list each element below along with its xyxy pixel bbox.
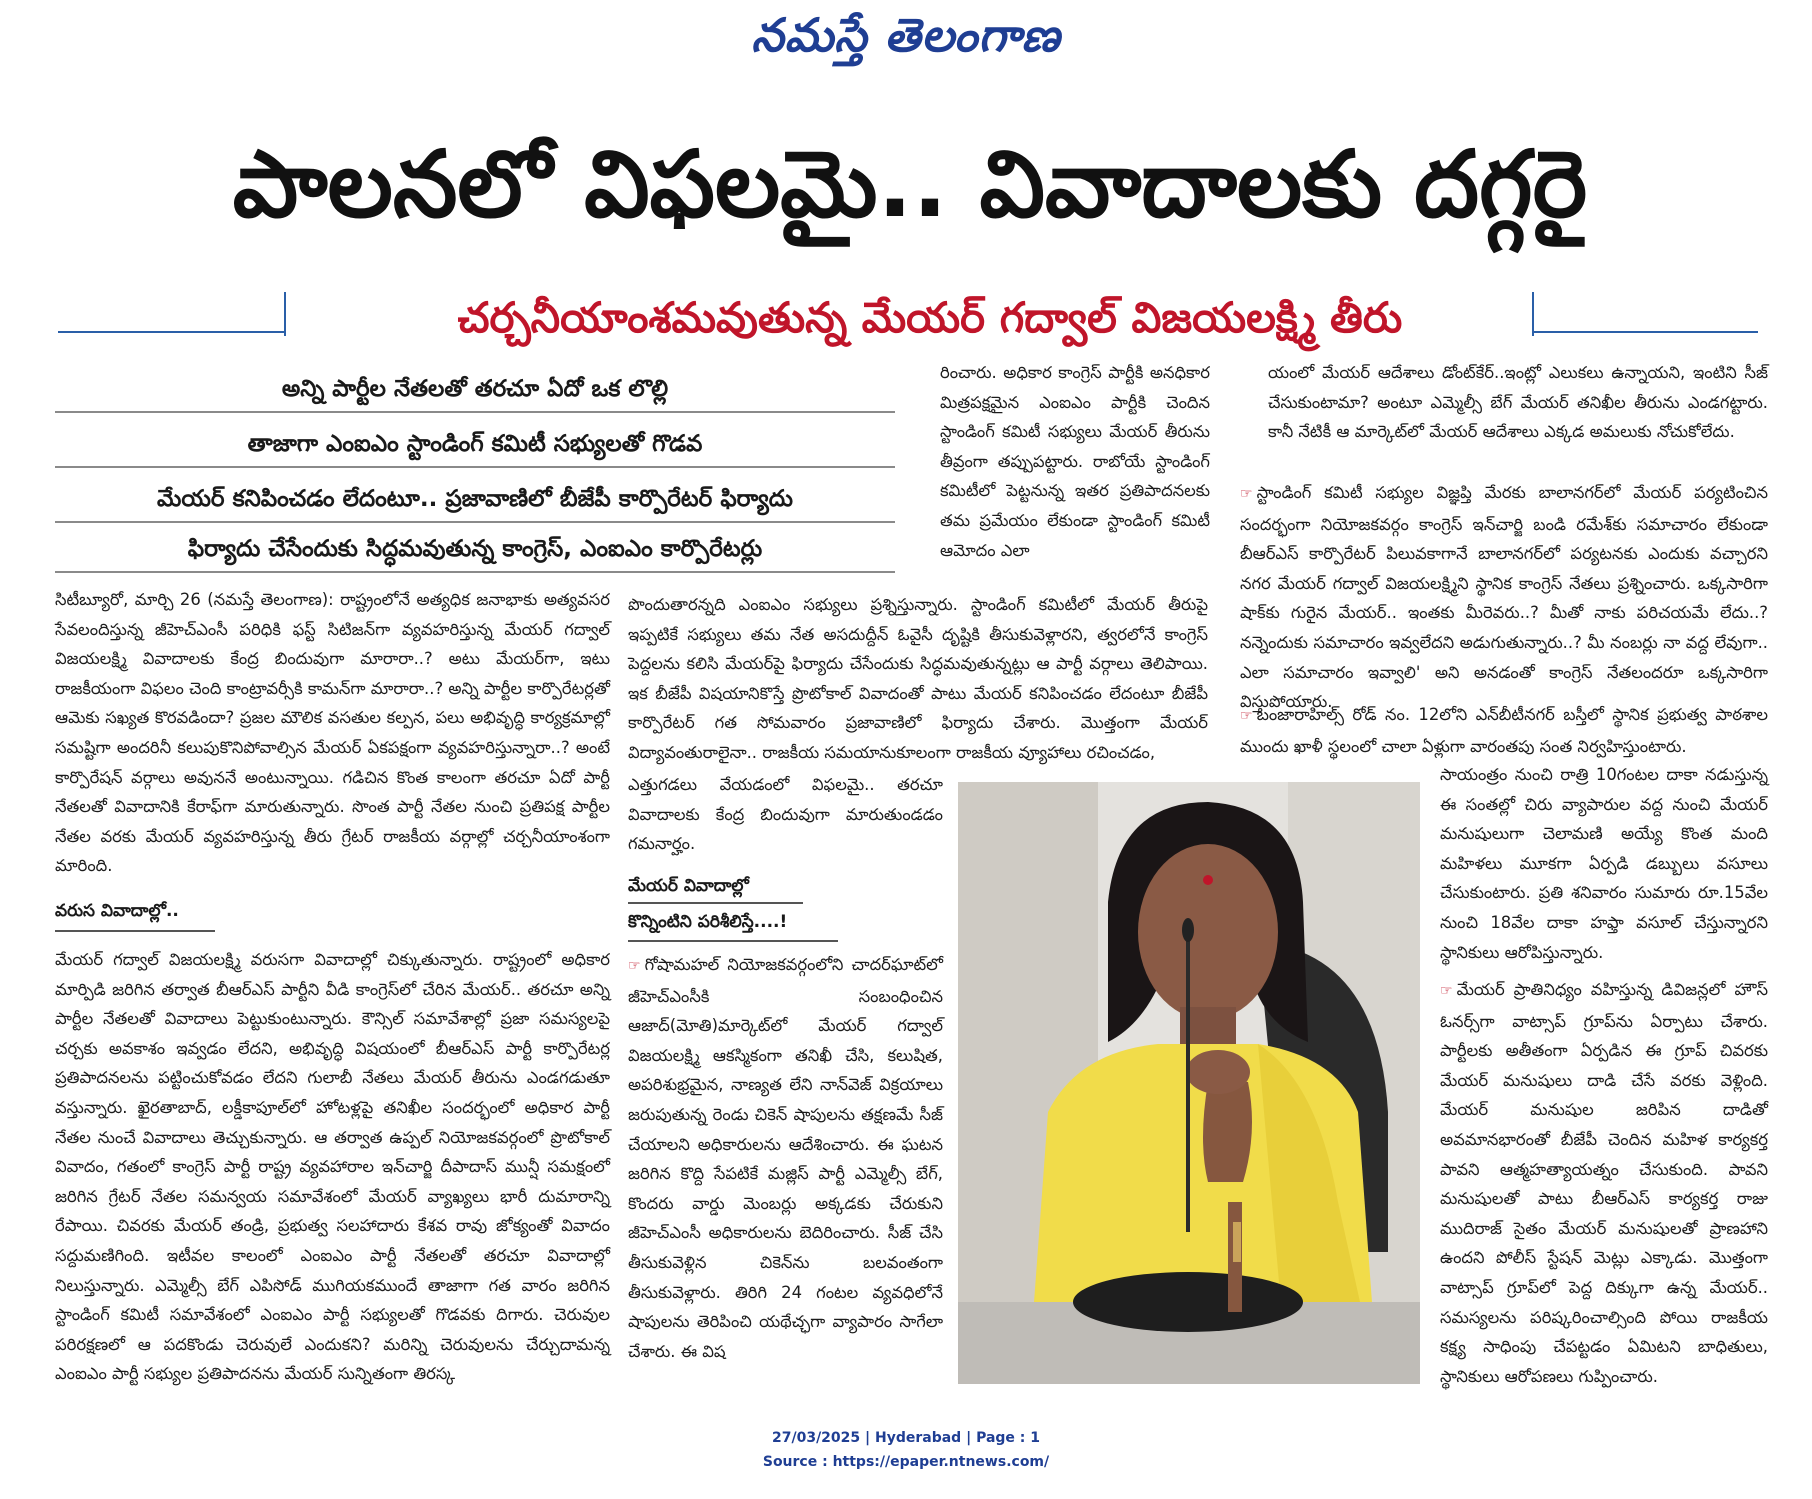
article-paragraph: సాయంత్రం నుంచి రాత్రి 10గంటల దాకా నడుస్తున్న ఈ సంతల్లో చిరు వ్యాపారుల వద్ద నుంచి మేయర్ మనుషులుగా చెలామణి అయ్యే కొంత మంది మహిళలు మూకగా ఏర్పడి డబ్బులు వసూలు చేసుకుంటారు. ప్రతి శనివారం సుమారు రూ.15వేల నుంచి 18వేల దాకా హఫ్తా వసూల్ చేస్తున్నారని స్థానికులు ఆరోపిస్తున్నారు. — [1440, 765, 1768, 962]
article-paragraph: పొందుతారన్నది ఎంఐఎం సభ్యులు ప్రశ్నిస్తున్నారు. స్టాండింగ్ కమిటీలో మేయర్ తీరుపై ఇప్పటికే సభ్యులు తమ నేత అసదుద్దీన్ ఓవైసీ దృష్టికి తీసుకువెళ్లారని, త్వరలోనే కాంగ్రెస్ పెద్దలను కలిసి మేయర్‌పై ఫిర్యాదు చేసేందుకు సిద్ధమవుతున్నట్లు ఆ పార్టీ వర్గాలు తెలిపాయి. ఇక బీజేపీ విషయానికొస్తే ప్రొటోకాల్ వివాదంతో పాటు మేయర్ కనిపించడం లేదంటూ బీజేపీ కార్పొరేటర్ గత సోమవారం ప్రజావాణిలో ఫిర్యాదు చేశారు. మొత్తంగా మేయర్ విద్యావంతురాలైనా.. రాజకీయ సమయానుకూలంగా రాజకీయ వ్యూహాలు రచించడం, — [628, 595, 1208, 762]
footer-date-line: 27/03/2025 | Hyderabad | Page : 1 — [771, 1430, 1041, 1446]
section-subtitle: వరుస వివాదాల్లో.. — [55, 901, 179, 921]
pointing-hand-icon: ☞ — [1440, 983, 1453, 999]
article-column-3-top — [1268, 358, 1768, 476]
article-paragraph: యంలో మేయర్ ఆదేశాలు డోంట్‌కేర్..ఇంట్లో ఎలుకలు ఉన్నాయని, ఇంటిని సీజ్ చేసుకుంటామా? అంటూ ఎమ్మెల్సీ బేగ్ మేయర్ తనిఖీల తీరును ఎండగట్టారు. కానీ నేటికీ ఆ మార్కెట్‌లో మేయర్ ఆదేశాలు ఎక్కడ అమలుకు నోచుకోలేదు. — [1268, 363, 1768, 442]
kicker-3: మేయర్ కనిపించడం లేదంటూ.. ప్రజావాణిలో బీజేపీ కార్పొరేటర్ ఫిర్యాదు — [157, 486, 793, 512]
subhead-rule-right — [1532, 331, 1758, 333]
subhead-rule-left-vertical — [284, 292, 286, 336]
article-paragraph: రించారు. అధికార కాంగ్రెస్ పార్టీకి అనధికార మిత్రపక్షమైన ఎంఐఎం పార్టీకి చెందిన స్టాండింగ్ కమిటీ సభ్యులు మేయర్ తీరును తీవ్రంగా తప్పుపట్టారు. రాబోయే స్టాండింగ్ కమిటీలో పెట్టనున్న ఇతర ప్రతిపాదనలకు తమ ప్రమేయం లేకుండా స్టాండింగ్ కమిటీ ఆమోదం ఎలా — [940, 363, 1210, 560]
subhead-rule-right-vertical — [1532, 292, 1534, 336]
kicker-divider — [55, 521, 895, 523]
article-column-3-item-3 — [1440, 975, 1768, 1390]
subhead-rule-left — [58, 331, 284, 333]
mayor-photo — [958, 782, 1420, 1384]
kicker-divider — [55, 571, 895, 573]
section-subtitle: మేయర్ వివాదాల్లో — [628, 876, 749, 896]
masthead-logo: నమస్తే తెలంగాణ — [751, 8, 1061, 62]
pointing-hand-icon: ☞ — [1240, 708, 1253, 724]
article-column-1-body — [55, 945, 610, 1390]
article-column-2-body — [628, 950, 943, 1390]
subheadline: చర్చనీయాంశమవుతున్న మేయర్ గద్వాల్ విజయలక్ష్మి తీరు — [457, 293, 1403, 342]
kicker-1: అన్ని పార్టీల నేతలతో తరచూ ఏదో ఒక లొల్లి — [281, 376, 669, 402]
article-column-2-wide — [628, 590, 1208, 770]
article-column-2-top — [940, 358, 1210, 590]
headline: పాలనలో విఫలమై.. వివాదాలకు దగ్గరై — [232, 131, 1588, 238]
article-column-3-item-1 — [1240, 478, 1768, 712]
article-column-3-item-2 — [1240, 700, 1768, 760]
article-paragraph: సిటీబ్యూరో, మార్చి 26 (నమస్తే తెలంగాణ): రాష్ట్రంలోనే అత్యధిక జనాభాకు అత్యవసర సేవలందిస్తున్న జీహెచ్ఎంసీ పరిధికి ఫస్ట్ సిటిజన్‌గా వ్యవహరిస్తున్న మేయర్ గద్వాల్ విజయలక్ష్మి వివాదాలకు కేంద్ర బిందువుగా మారారా..? అటు మేయర్‌గా, ఇటు రాజకీయంగా విఫలం చెంది కాంట్రావర్సీకి కామన్‌గా మారారా..? అన్ని పార్టీల కార్పొరేటర్లతో ఆమెకు సఖ్యత కొరవడిందా? ప్రజల మౌలిక వసతుల కల్పన, పలు అభివృద్ధి కార్యక్రమాల్లో సమష్టిగా అందరినీ కలుపుకొనిపోవాల్సిన మేయర్ ఏకపక్షంగా వ్యవహరిస్తున్నారా..? అంటే కార్పొరేషన్ వర్గాలు అవుననే అంటున్నాయి. గడిచిన కొంత కాలంగా తరచూ ఏదో పార్టీ నేతలతో వివాదానికి కేరాఫ్‌గా మారుతున్నారు. సొంత పార్టీ నేతల నుంచి ప్రతిపక్ష పార్టీల నేతల వరకు మేయర్ వ్యవహరిస్తున్న తీరు గ్రేటర్ రాజకీయ వర్గాల్లో చర్చనీయాంశంగా మారింది. — [55, 590, 610, 876]
article-paragraph: మేయర్ గద్వాల్ విజయలక్ష్మి వరుసగా వివాదాల్లో చిక్కుతున్నారు. రాష్ట్రంలో అధికార మార్పిడి జరిగిన తర్వాత బీఆర్ఎస్ పార్టీని వీడి కాంగ్రెస్‌లో చేరిన మేయర్.. తరచూ అన్ని పార్టీల నేతలతో వివాదాలు పెట్టుకుంటున్నారు. కౌన్సిల్ సమావేశాల్లో ప్రజా సమస్యలపై చర్చకు అవకాశం ఇవ్వడం లేదని, అభివృద్ధి విషయంలో బీఆర్ఎస్ పార్టీ కార్పొరేటర్ల ప్రతిపాదనలను పట్టించుకోవడం లేదని గులాబీ నేతలు మేయర్ తీరును ఎండగడుతూ వస్తున్నారు. ఖైరతాబాద్, లక్డీకాపూల్‌లో హోటళ్లపై తనిఖీల సందర్భంలో అధికార పార్టీ నేతల నుంచే వివాదాలు తెచ్చుకున్నారు. ఆ తర్వాత ఉప్పల్ నియోజకవర్గంలో ప్రొటోకాల్ వివాదం, గతంలో కాంగ్రెస్ పార్టీ రాష్ట్ర వ్యవహారాల ఇన్‌చార్జి దీపాదాస్ మున్షీ సమక్షంలో జరిగిన గ్రేటర్ నేతల సమన్వయ సమావేశంలో మేయర్ వ్యాఖ్యలు భారీ దుమారాన్ని రేపాయి. చివరకు మేయర్ తండ్రి, ప్రభుత్వ సలహాదారు కేశవ రావు జోక్యంతో వివాదం సద్దుమణిగింది. ఇటీవల కాలంలో ఎంఐఎం పార్టీ నేతలతో తరచూ వివాదాల్లో నిలుస్తున్నారు. ఎమ్మెల్సీ బేగ్ ఎపిసోడ్ ముగియకముందే తాజాగా గత వారం జరిగిన స్టాండింగ్ కమిటీ సమావేశంలో ఎంఐఎం పార్టీ సభ్యులతో గొడవకు దిగారు. చెరువుల పరిరక్షణలో ఆ పదకొండు చెరువులే ఎందుకని? మరిన్ని చెరువులను చేర్చుదామన్న ఎంఐఎం పార్టీ సభ్యుల ప్రతిపాదనను మేయర్ సున్నితంగా తిరస్క — [55, 950, 610, 1384]
article-paragraph: ఎత్తుగడలు వేయడంలో విఫలమై.. తరచూ వివాదాలకు కేంద్ర బిందువుగా మారుతుండడం గమనార్హం. — [628, 775, 943, 854]
pointing-hand-icon: ☞ — [628, 958, 641, 974]
article-paragraph: బంజారాహిల్స్ రోడ్ నం. 12లోని ఎన్‌బీటీనగర్ బస్తీలో స్థానిక ప్రభుత్వ పాఠశాల ముందు ఖాళీ స్థలంలో చాలా ఏళ్లుగా వారంతపు సంత నిర్వహిస్తుంటారు. — [1240, 705, 1768, 756]
kicker-divider — [55, 466, 895, 468]
kicker-divider — [55, 411, 895, 413]
article-paragraph: మేయర్ ప్రాతినిధ్యం వహిస్తున్న డివిజన్లలో హౌస్ ఓనర్స్‌గా వాట్సాప్ గ్రూప్‌ను ఏర్పాటు చేశారు. పార్టీలకు అతీతంగా ఏర్పడిన ఈ గ్రూప్ చివరకు మేయర్ మనుషులు దాడి చేసే వరకు వెళ్లింది. మేయర్ మనుషుల జరిపిన దాడితో అవమానభారంతో బీజేపీ చెందిన మహిళ కార్యకర్త పావని ఆత్మహత్యాయత్నం చేసుకుంది. పావని మనుషులతో పాటు బీఆర్ఎస్ కార్యకర్త రాజు ముదిరాజ్ సైతం మేయర్ మనుషులతో ప్రాణహాని ఉందని పోలీస్ స్టేషన్ మెట్లు ఎక్కాడు. మొత్తంగా వాట్సాప్ గ్రూప్‌లో పెద్ద దిక్కుగా ఉన్న మేయర్.. సమస్యలను పరిష్కరించాల్సింది పోయి రాజకీయ కక్ష్య సాధింపు చేపట్టడం ఏమిటని బాధితులు, స్థానికులు ఆరోపణలు గుప్పించారు. — [1440, 980, 1768, 1386]
subtitle-underline — [628, 902, 803, 904]
section-subtitle: కొన్నింటిని పరిశీలిస్తే....! — [628, 912, 788, 932]
subtitle-underline — [628, 940, 838, 942]
article-paragraph: స్టాండింగ్ కమిటీ సభ్యుల విజ్ఞప్తి మేరకు బాలానగర్‌లో మేయర్ పర్యటించిన సందర్భంగా నియోజకవర్గం కాంగ్రెస్ ఇన్‌చార్జి బండి రమేశ్‌కు సమాచారం లేకుండా బీఆర్ఎస్ కార్పొరేటర్ పిలువకాగానే బాలానగర్‌లో పర్యటనకు ఎందుకు వచ్చారని నగర మేయర్ గద్వాల్ విజయలక్ష్మిని స్థానిక కాంగ్రెస్ నేతలు ప్రశ్నించారు. ఒక్కసారిగా షాక్‌కు గురైన మేయర్.. ఇంతకు మీరెవరు..? మీతో నాకు పరిచయమే లేదు..? నన్నెందుకు సమాచారం ఇవ్వలేదని అడుగుతున్నారు..? మీ నంబర్లు నా వద్ద లేవుగా.. ఎలా సమాచారం ఇవ్వాలి' అని అనడంతో కాంగ్రెస్ నేతలందరూ ఒక్కసారిగా విస్తుపోయారు. — [1240, 483, 1768, 712]
article-column-1-intro — [55, 585, 610, 885]
article-paragraph: గోషామహల్ నియోజకవర్గంలోని చాదర్‌ఘాట్‌లో జీహెచ్ఎంసీకి సంబంధించిన ఆజాద్(మోతి)మార్కెట్‌లో మేయర్ గద్వాల్ విజయలక్ష్మి ఆకస్మికంగా తనిఖీ చేసి, కలుషిత, అపరిశుభ్రమైన, నాణ్యత లేని నాన్‌వెజ్ విక్రయాలు జరుపుతున్న రెండు చికెన్ షాపులను తక్షణమే సీజ్ చేయాలని అధికారులను ఆదేశించారు. ఈ ఘటన జరిగిన కొద్ది సేపటికే మజ్లిస్ పార్టీ ఎమ్మెల్సీ బేగ్, కొందరు వార్డు మెంబర్లు అక్కడకు చేరుకుని జీహెచ్ఎంసీ అధికారులను బెదిరించారు. సీజ్ చేసి తీసుకువెళ్లిన చికెన్‌ను బలవంతంగా తీసుకువెళ్లారు. తిరిగి 24 గంటల వ్యవధిలోనే షాపులను తెరిపించి యథేచ్ఛగా వ్యాపారం సాగేలా చేశారు. ఈ విష — [628, 955, 943, 1361]
pointing-hand-icon: ☞ — [1240, 486, 1253, 502]
kicker-2: తాజాగా ఎంఐఎం స్టాండింగ్ కమిటీ సభ్యులతో గొడవ — [247, 431, 703, 457]
article-column-3-item-2-cont — [1440, 760, 1768, 970]
subtitle-underline — [55, 930, 215, 932]
article-column-2-narrow — [628, 770, 943, 860]
kicker-4: ఫిర్యాదు చేసేందుకు సిద్ధమవుతున్న కాంగ్రెస్, ఎంఐఎం కార్పొరేటర్లు — [187, 536, 763, 562]
footer-source-line: Source : https://epaper.ntnews.com/ — [762, 1454, 1050, 1470]
